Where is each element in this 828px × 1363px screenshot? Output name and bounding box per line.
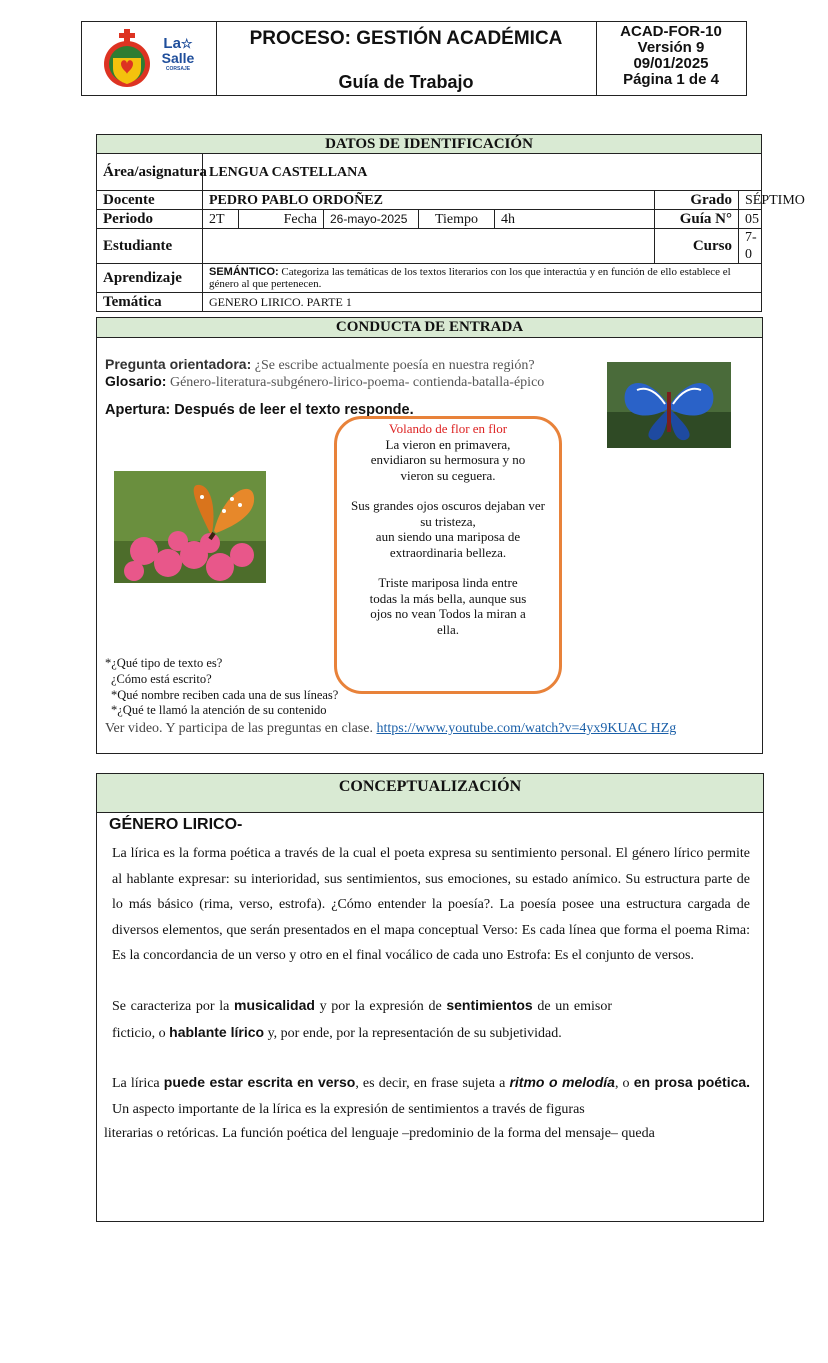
glosario-line [105, 373, 544, 391]
monarch-butterfly-image [114, 471, 266, 583]
poem-stanza-1 [337, 437, 559, 484]
guia-value: 05 [739, 210, 762, 229]
conducta-title: CONDUCTA DE ENTRADA [97, 318, 762, 338]
logo-text-corsaje: CORSAJE [165, 66, 191, 72]
periodo-value: 2T [203, 210, 239, 229]
p3-bold-verso: puede estar escrita en verso [163, 1074, 356, 1090]
poem-title: Volando de flor en flor [388, 421, 508, 436]
fecha-value: 26-mayo-2025 [324, 210, 419, 229]
question-item: *¿Qué te llamó la atención de su contenido [111, 703, 327, 718]
poem-line: vieron su ceguera. [400, 467, 496, 483]
p2-bold-musicalidad: musicalidad [234, 997, 315, 1013]
school-shield-logo [99, 28, 159, 90]
estudiante-label: Estudiante [97, 229, 203, 264]
blue-butterfly-image [607, 362, 731, 448]
document-code: ACAD-FOR-10 [620, 23, 722, 40]
poem-line: su tristeza, [420, 513, 476, 529]
aprendizaje-label: Aprendizaje [97, 264, 203, 293]
periodo-label: Periodo [97, 210, 203, 229]
p2-text: de un emisor ficticio, o [112, 999, 613, 1041]
docente-value: PEDRO PABLO ORDOÑEZ [203, 191, 655, 210]
p2-text: Se caracteriza por la [112, 999, 230, 1014]
question-item: ¿Cómo está escrito? [111, 671, 212, 686]
p2-text: y, por ende, por la representación de su subjetividad. [267, 1025, 562, 1041]
video-link[interactable]: https://www.youtube.com/watch?v=4yx9KUAC HZg [376, 721, 677, 736]
genero-lirico-heading: GÉNERO LIRICO- [109, 816, 243, 833]
poem-line: extraordinaria belleza. [389, 544, 507, 560]
area-label: Área/asignatura [97, 154, 203, 191]
paragraph-1: La lírica es la forma poética a través de la cual el poeta expresa su sentimiento personal. El género lírico permite al hablante expresar: su interioridad, sus sentimientos, sus emociones, su estado anímico. Su estructura parte de lo más básico (rima, verso, estrofa). ¿Cómo entender la poesía?. La poesía posee una estructura cargada de diversos elementos, que serán presentados en el mapa conceptual Verso: Es cada línea que forma el poema Rima: Es la concordancia de un verso y otro en el final vocálico de cada uno Estrofa: Es el conjunto de versos. [112, 846, 750, 963]
lasalle-logo [158, 36, 198, 73]
pregunta-text: ¿Se escribe actualmente poesía en nuestra región? [254, 358, 535, 373]
identification-table [96, 134, 805, 312]
docente-label: Docente [97, 191, 203, 210]
aprendizaje-text: Categoriza las temáticas de los textos literarios con los que interactúa y en función de ello establece el género al que pertenecen. [209, 266, 731, 290]
question-item: *¿Qué tipo de texto es? [105, 656, 223, 670]
poem-line: todas la más bella, aunque sus [369, 590, 527, 606]
logo-text-la: La [163, 35, 181, 52]
questions-list [105, 656, 338, 719]
poem-line: envidiaron su hermosura y no [370, 452, 526, 467]
poem-line: Triste mariposa linda entre [378, 575, 518, 590]
glosario-text: Género-literatura-subgénero-lirico-poema- contienda-batalla-épico [169, 375, 545, 390]
document-header [81, 21, 747, 96]
poem-line: Sus grandes ojos oscuros dejaban ver [351, 498, 545, 513]
identification-title: DATOS DE IDENTIFICACIÓN [97, 135, 762, 154]
question-item: *Qué nombre reciben cada una de sus líneas? [111, 687, 339, 702]
logo-text-salle: Salle [161, 50, 195, 66]
poem-box [334, 416, 562, 694]
estudiante-value[interactable] [203, 229, 655, 264]
guia-label: Guía N° [655, 210, 739, 229]
p3-bold-prosa: en prosa poética. [633, 1074, 751, 1090]
curso-label: Curso [655, 229, 739, 264]
grado-label: Grado [655, 191, 739, 210]
paragraph-3 [112, 1070, 750, 1122]
tiempo-value: 4h [495, 210, 655, 229]
p3-text: La lírica [112, 1076, 160, 1091]
glosario-label: Glosario: [105, 373, 167, 389]
document-date: 09/01/2025 [633, 55, 709, 72]
document-version: Versión 9 [637, 39, 705, 56]
p3-text: , es decir, en frase sujeta a [355, 1076, 506, 1091]
pregunta-line [105, 356, 535, 374]
poem-stanza-2 [337, 498, 559, 560]
p2-bold-hablante: hablante lírico [169, 1023, 265, 1040]
p3-bold-ritmo: ritmo o melodía [509, 1074, 615, 1090]
document-type: Guía de Trabajo [338, 72, 474, 92]
tematica-label: Temática [97, 293, 203, 312]
poem-line: ojos no vean Todos la miran a [370, 606, 526, 621]
video-text: Ver video. Y participa de las preguntas en clase. [105, 721, 373, 736]
p3-text: , o [614, 1076, 630, 1091]
p2-text: y por la expresión de [319, 999, 442, 1014]
poem-line: ella. [436, 621, 459, 637]
poem-line: aun siendo una mariposa de [375, 529, 521, 544]
page-number: Página 1 de 4 [623, 71, 719, 88]
conceptualizacion-title: CONCEPTUALIZACIÓN [97, 774, 763, 813]
tematica-value: GENERO LIRICO. PARTE 1 [203, 293, 762, 312]
aprendizaje-cell [203, 264, 762, 293]
p3-text: Un aspecto importante de la lírica es la expresión de sentimientos a través de figuras [112, 1101, 585, 1117]
logo-cell [82, 22, 217, 95]
p2-bold-sentimientos: sentimientos [446, 997, 533, 1013]
video-line [105, 720, 676, 737]
process-title: PROCESO: GESTIÓN ACADÉMICA [249, 28, 563, 49]
fecha-label: Fecha [239, 210, 324, 229]
grado-value: SÉPTIMO [739, 191, 762, 210]
poem-stanza-3 [337, 575, 559, 637]
star-icon: ☆ [180, 36, 193, 51]
curso-value: 7-0 [739, 229, 762, 264]
poem-line: La vieron en primavera, [385, 436, 511, 452]
area-value: LENGUA CASTELLANA [203, 154, 762, 191]
apertura-text: Apertura: Después de leer el texto responde. [105, 402, 414, 418]
conceptualizacion-section [96, 773, 764, 1222]
pregunta-label: Pregunta orientadora: [105, 356, 252, 372]
p3-last-line: literarias o retóricas. La función poética del lenguaje –predominio de la forma del mensaje– queda [104, 1126, 655, 1141]
paragraph-2 [112, 993, 612, 1046]
tiempo-label: Tiempo [419, 210, 495, 229]
aprendizaje-bold: SEMÁNTICO: [209, 266, 279, 278]
